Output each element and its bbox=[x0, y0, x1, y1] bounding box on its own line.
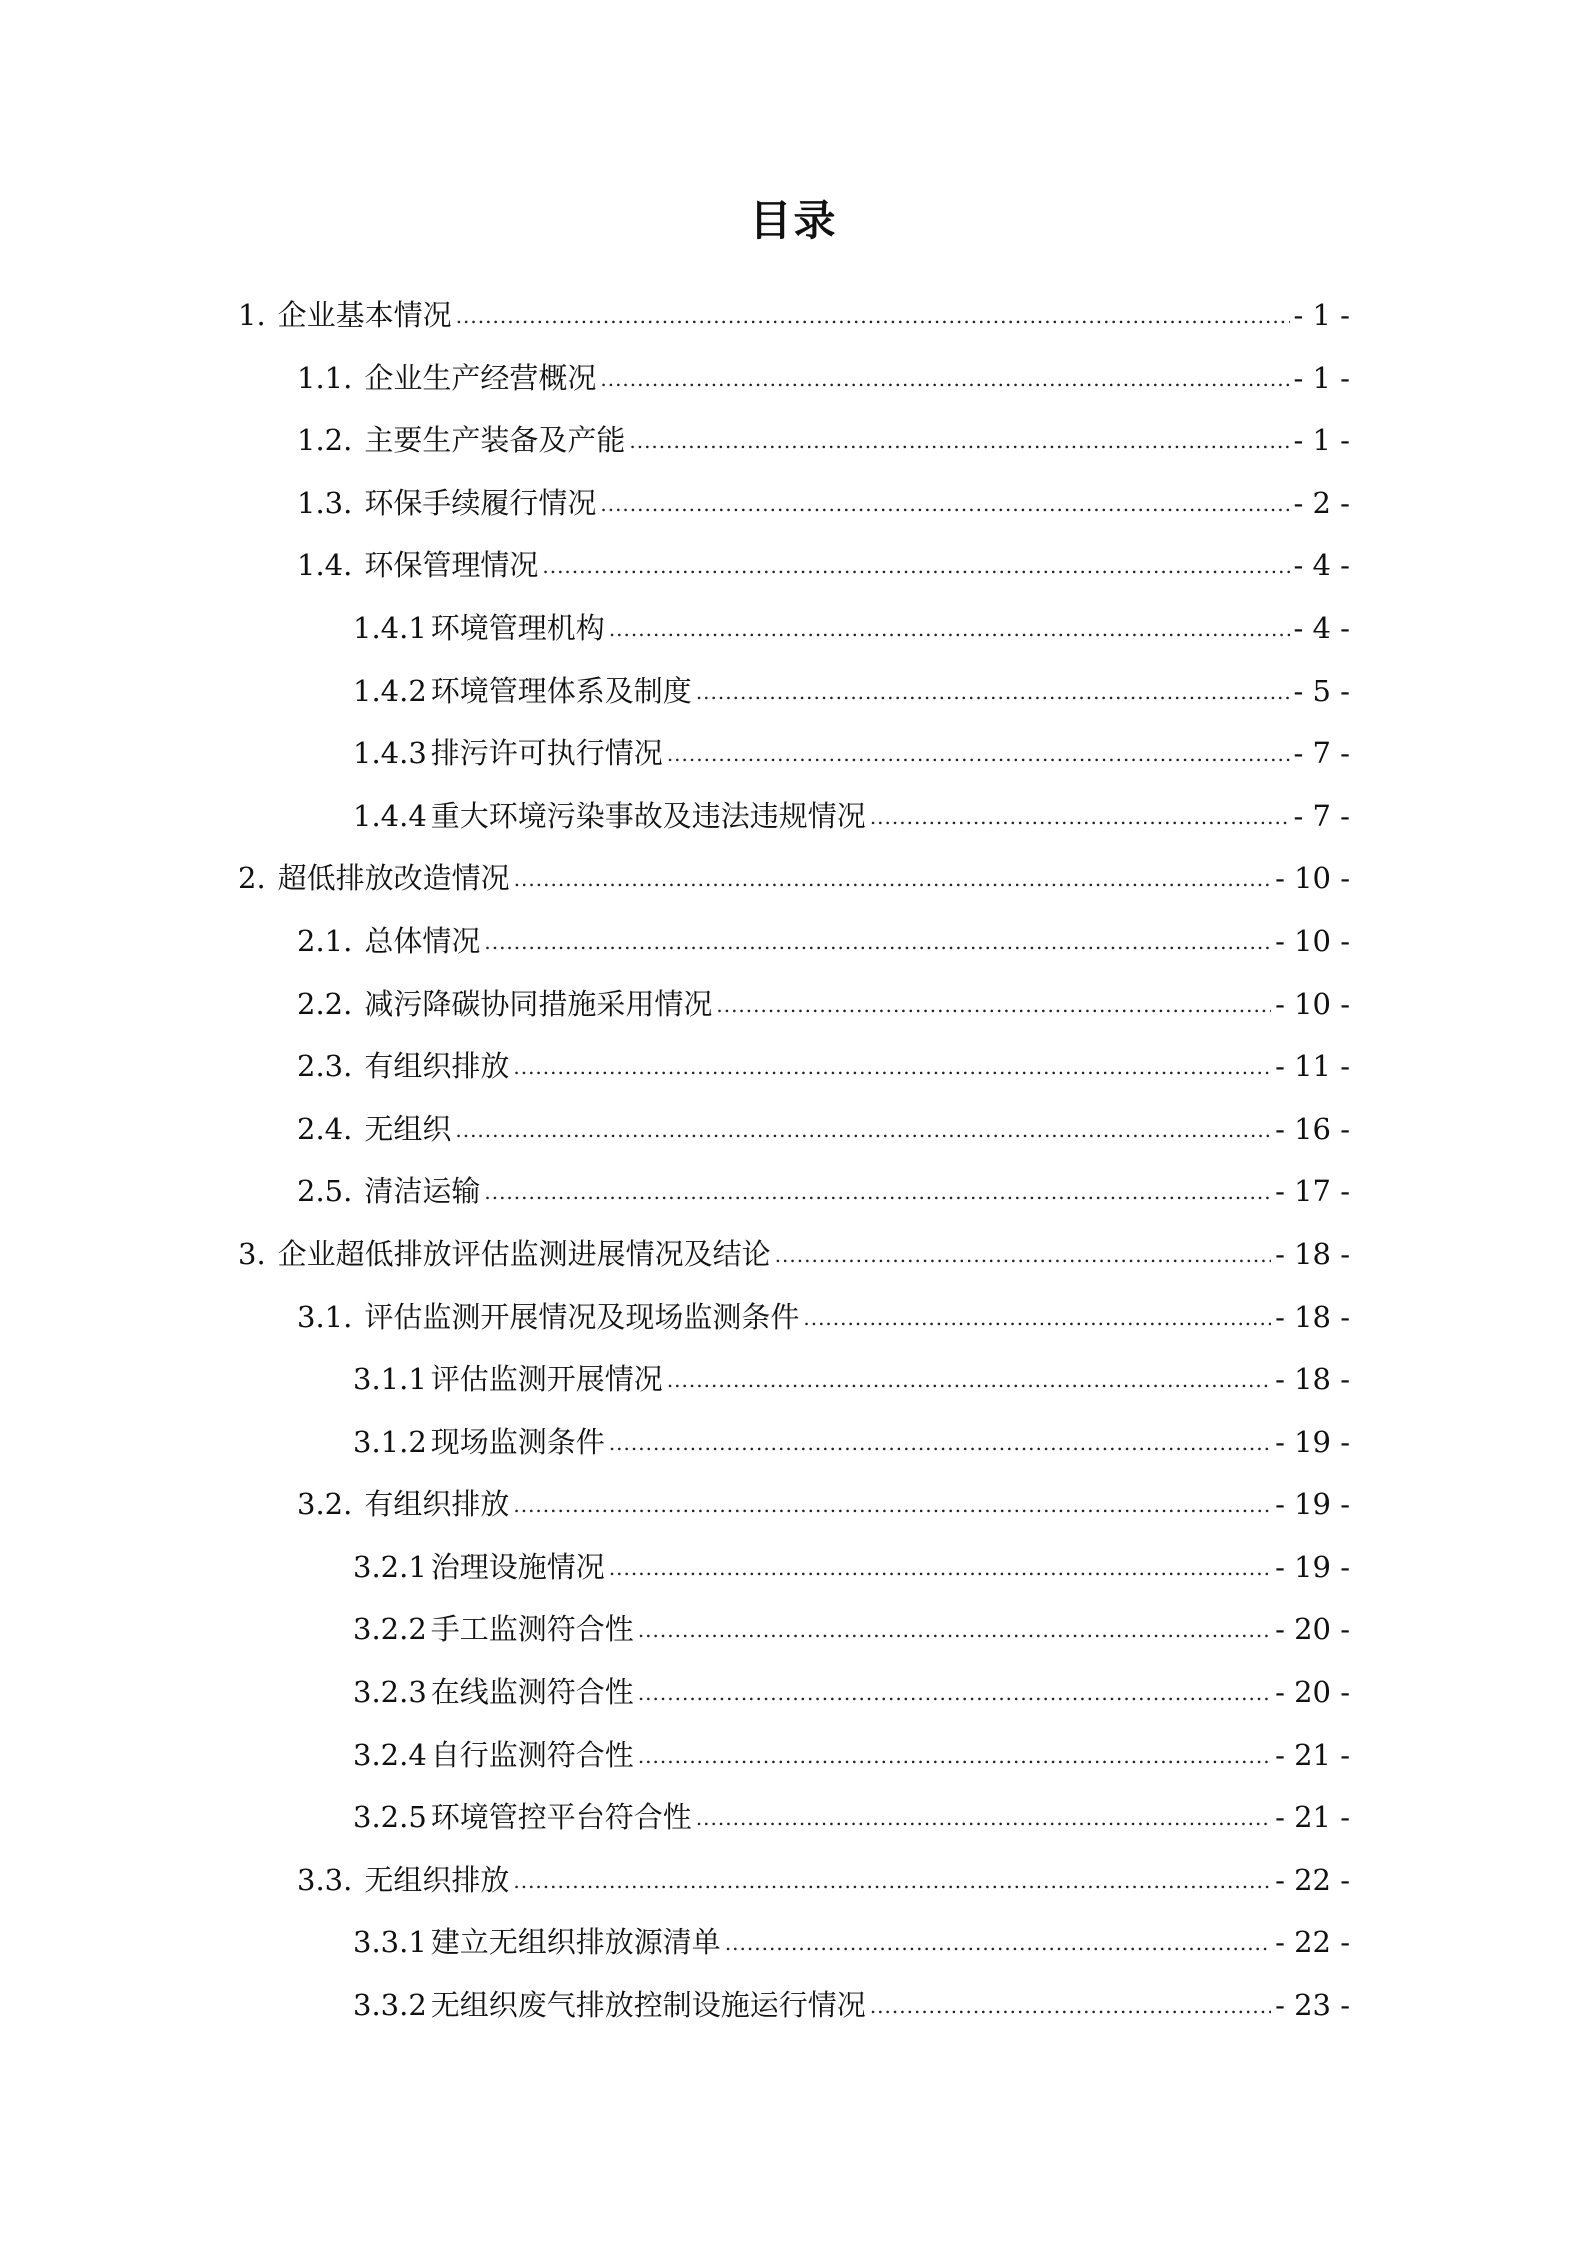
toc-dot-leader bbox=[600, 473, 1289, 536]
toc-entry-page-number: - 5 - bbox=[1293, 673, 1350, 708]
toc-entry-number: 3.2.3 bbox=[353, 1675, 427, 1710]
toc-entry-number: 3.1.1 bbox=[353, 1362, 427, 1397]
toc-entry-page-number: - 19 - bbox=[1275, 1549, 1350, 1584]
toc-entry-title: 评估监测开展情况 bbox=[430, 1362, 663, 1397]
toc-entry-number: 1. bbox=[238, 298, 266, 332]
toc-entry[interactable] bbox=[238, 722, 1350, 785]
toc-entry-number: 3.1. bbox=[297, 1299, 353, 1334]
toc-entry[interactable] bbox=[238, 1849, 1350, 1912]
toc-entry-title: 现场监测条件 bbox=[430, 1424, 605, 1459]
toc-dot-leader bbox=[775, 1224, 1271, 1287]
toc-entry-title: 有组织排放 bbox=[364, 1487, 510, 1522]
toc-entry-title: 企业超低排放评估监测进展情况及结论 bbox=[277, 1236, 771, 1271]
toc-entry-page-number: - 19 - bbox=[1275, 1424, 1350, 1459]
toc-dot-leader bbox=[696, 1787, 1271, 1850]
toc-entry-number: 2. bbox=[238, 861, 266, 896]
toc-entry[interactable] bbox=[238, 1724, 1350, 1787]
toc-entry-title: 建立无组织排放源清单 bbox=[430, 1925, 721, 1960]
toc-entry-title: 无组织排放 bbox=[364, 1862, 510, 1897]
toc-title: 目录 bbox=[749, 196, 838, 245]
toc-entry-page-number: - 21 - bbox=[1275, 1737, 1350, 1772]
toc-entry-number: 3.3.1 bbox=[353, 1925, 427, 1960]
toc-entry-title: 减污降碳协同措施采用情况 bbox=[364, 986, 713, 1021]
toc-dot-leader bbox=[870, 1975, 1271, 2038]
toc-entry-title: 环保管理情况 bbox=[364, 548, 539, 583]
toc-entry-title: 排污许可执行情况 bbox=[430, 736, 663, 771]
toc-entry[interactable] bbox=[238, 1286, 1350, 1349]
toc-entry-page-number: - 11 - bbox=[1275, 1049, 1350, 1084]
toc-entry[interactable] bbox=[238, 1348, 1350, 1411]
toc-entry-page-number: - 20 - bbox=[1275, 1612, 1350, 1647]
toc-dot-leader bbox=[609, 1537, 1271, 1600]
toc-dot-leader bbox=[542, 535, 1289, 598]
toc-entry-title: 无组织 bbox=[364, 1111, 452, 1146]
toc-entry-page-number: - 10 - bbox=[1275, 861, 1350, 896]
toc-entry-page-number: - 7 - bbox=[1293, 798, 1350, 833]
toc-entry[interactable] bbox=[238, 785, 1350, 848]
toc-entry-number: 1.4.3 bbox=[353, 736, 427, 771]
toc-dot-leader bbox=[513, 1474, 1271, 1537]
toc-entry-number: 1.4. bbox=[297, 548, 353, 583]
toc-entry[interactable] bbox=[238, 973, 1350, 1036]
toc-entry-title: 总体情况 bbox=[364, 923, 481, 958]
toc-entry-number: 2.4. bbox=[297, 1111, 353, 1146]
toc-entry[interactable] bbox=[238, 847, 1350, 910]
toc-dot-leader bbox=[456, 285, 1290, 348]
toc-entry-number: 3.2.5 bbox=[353, 1800, 427, 1835]
toc-dot-leader bbox=[696, 661, 1290, 724]
toc-entry[interactable] bbox=[238, 1911, 1350, 1974]
toc-dot-leader bbox=[600, 348, 1289, 411]
toc-dot-leader bbox=[716, 974, 1271, 1037]
toc-entry-number: 3.1.2 bbox=[353, 1424, 427, 1459]
toc-entry[interactable] bbox=[238, 1098, 1350, 1161]
toc-entry-page-number: - 18 - bbox=[1275, 1362, 1350, 1397]
toc-entry-number: 1.2. bbox=[297, 423, 353, 458]
toc-dot-leader bbox=[484, 1161, 1271, 1224]
toc-entry-page-number: - 21 - bbox=[1275, 1800, 1350, 1835]
toc-entry-title: 评估监测开展情况及现场监测条件 bbox=[364, 1299, 800, 1334]
toc-entry-number: 1.3. bbox=[297, 485, 353, 520]
toc-entry[interactable] bbox=[238, 1974, 1350, 2037]
toc-entry-page-number: - 23 - bbox=[1275, 1988, 1350, 2023]
toc-dot-leader bbox=[725, 1912, 1271, 1975]
toc-entry[interactable] bbox=[238, 1160, 1350, 1223]
toc-entry-title: 在线监测符合性 bbox=[430, 1675, 634, 1710]
toc-entry-number: 3.3. bbox=[297, 1862, 353, 1897]
toc-entry[interactable] bbox=[238, 409, 1350, 472]
toc-entry-page-number: - 16 - bbox=[1275, 1111, 1350, 1146]
toc-entry[interactable] bbox=[238, 534, 1350, 597]
toc-entry-number: 3.2.1 bbox=[353, 1549, 427, 1584]
toc-entry-page-number: - 10 - bbox=[1275, 986, 1350, 1021]
toc-entry-number: 3. bbox=[238, 1236, 266, 1271]
toc-entry-page-number: - 18 - bbox=[1275, 1299, 1350, 1334]
toc-dot-leader bbox=[667, 723, 1290, 786]
toc-entry-title: 环保手续履行情况 bbox=[364, 485, 597, 520]
toc-entry[interactable] bbox=[238, 1223, 1350, 1286]
toc-entry-number: 2.5. bbox=[297, 1174, 353, 1209]
toc-entry-title: 自行监测符合性 bbox=[430, 1737, 634, 1772]
toc-entry[interactable] bbox=[238, 910, 1350, 973]
toc-dot-leader bbox=[514, 848, 1271, 911]
toc-dot-leader bbox=[513, 1850, 1271, 1913]
toc-dot-leader bbox=[638, 1599, 1271, 1662]
toc-entry-title: 主要生产装备及产能 bbox=[364, 423, 626, 458]
toc-entry[interactable] bbox=[238, 597, 1350, 660]
toc-entry-title: 重大环境污染事故及违法违规情况 bbox=[430, 798, 866, 833]
toc-entry-number: 1.4.2 bbox=[353, 673, 427, 708]
toc-dot-leader bbox=[803, 1287, 1271, 1350]
table-of-contents bbox=[238, 284, 1350, 2037]
toc-entry-page-number: - 7 - bbox=[1293, 736, 1350, 771]
toc-entry-title: 无组织废气排放控制设施运行情况 bbox=[430, 1988, 866, 2023]
toc-dot-leader bbox=[455, 1099, 1271, 1162]
toc-dot-leader bbox=[513, 1036, 1271, 1099]
toc-entry[interactable] bbox=[238, 1473, 1350, 1536]
toc-entry-number: 3.2.4 bbox=[353, 1737, 427, 1772]
toc-entry-number: 1.4.1 bbox=[353, 610, 427, 645]
toc-dot-leader bbox=[638, 1662, 1271, 1725]
toc-dot-leader bbox=[609, 1412, 1271, 1475]
toc-entry-title: 环境管控平台符合性 bbox=[430, 1800, 692, 1835]
toc-dot-leader bbox=[629, 410, 1289, 473]
toc-entry-page-number: - 22 - bbox=[1275, 1925, 1350, 1960]
toc-dot-leader bbox=[638, 1725, 1271, 1788]
toc-entry-page-number: - 4 - bbox=[1293, 610, 1350, 645]
toc-entry-number: 2.2. bbox=[297, 986, 353, 1021]
toc-entry[interactable] bbox=[238, 472, 1350, 535]
toc-entry-page-number: - 2 - bbox=[1293, 485, 1350, 520]
toc-entry-title: 环境管理体系及制度 bbox=[430, 673, 692, 708]
toc-entry-title: 手工监测符合性 bbox=[430, 1612, 634, 1647]
toc-dot-leader bbox=[667, 1349, 1271, 1412]
toc-entry-number: 1.4.4 bbox=[353, 798, 427, 833]
toc-entry-title: 企业基本情况 bbox=[277, 298, 452, 332]
toc-entry-title: 企业生产经营概况 bbox=[364, 360, 597, 395]
toc-dot-leader bbox=[870, 786, 1290, 849]
toc-entry-page-number: - 18 - bbox=[1275, 1236, 1350, 1271]
toc-entry-page-number: - 1 - bbox=[1293, 423, 1350, 458]
toc-dot-leader bbox=[484, 911, 1271, 974]
toc-entry-page-number: - 19 - bbox=[1275, 1487, 1350, 1522]
toc-entry-page-number: - 22 - bbox=[1275, 1862, 1350, 1897]
toc-entry[interactable] bbox=[238, 284, 1350, 347]
toc-entry-number: 3.2.2 bbox=[353, 1612, 427, 1647]
toc-entry[interactable] bbox=[238, 660, 1350, 723]
toc-entry-title: 有组织排放 bbox=[364, 1049, 510, 1084]
toc-entry-number: 3.3.2 bbox=[353, 1988, 427, 2023]
toc-entry[interactable] bbox=[238, 1536, 1350, 1599]
toc-entry[interactable] bbox=[238, 347, 1350, 410]
toc-dot-leader bbox=[609, 598, 1290, 661]
toc-entry-number: 1.1. bbox=[297, 360, 353, 395]
toc-entry-title: 清洁运输 bbox=[364, 1174, 481, 1209]
toc-entry-title: 治理设施情况 bbox=[430, 1549, 605, 1584]
toc-entry-page-number: - 17 - bbox=[1275, 1174, 1350, 1209]
toc-entry[interactable] bbox=[238, 1411, 1350, 1474]
toc-entry-title: 环境管理机构 bbox=[430, 610, 605, 645]
toc-entry-page-number: - 4 - bbox=[1293, 548, 1350, 583]
toc-entry-number: 2.3. bbox=[297, 1049, 353, 1084]
toc-entry-number: 3.2. bbox=[297, 1487, 353, 1522]
toc-entry[interactable] bbox=[238, 1598, 1350, 1661]
toc-entry-page-number: - 20 - bbox=[1275, 1675, 1350, 1710]
toc-entry[interactable] bbox=[238, 1661, 1350, 1724]
toc-entry-page-number: - 1 - bbox=[1293, 360, 1350, 395]
toc-entry-page-number: - 1 - bbox=[1293, 298, 1350, 332]
toc-entry-number: 2.1. bbox=[297, 923, 353, 958]
toc-entry[interactable] bbox=[238, 1035, 1350, 1098]
toc-entry-title: 超低排放改造情况 bbox=[277, 861, 510, 896]
toc-entry[interactable] bbox=[238, 1786, 1350, 1849]
toc-entry-page-number: - 10 - bbox=[1275, 923, 1350, 958]
